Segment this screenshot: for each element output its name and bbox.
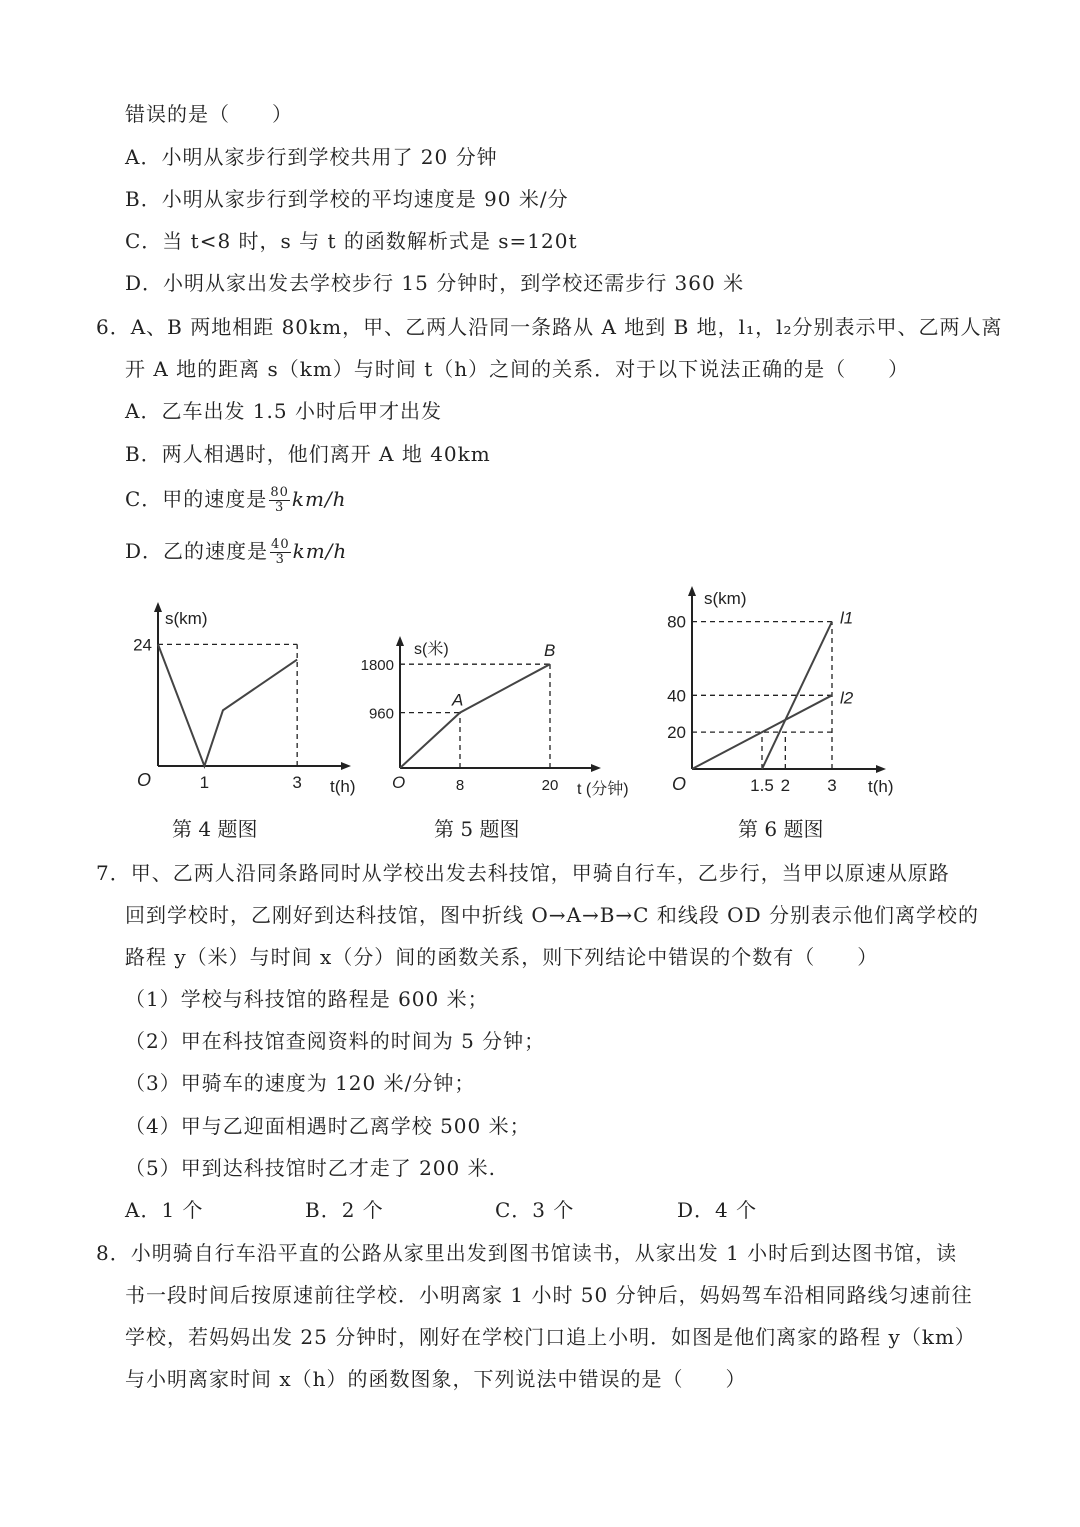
x-axis-arrow bbox=[341, 762, 351, 770]
q6-option-d-fraction bbox=[270, 538, 291, 567]
origin-label: O bbox=[392, 773, 406, 792]
figure-4-caption: 第 4 题图 bbox=[172, 817, 258, 841]
y-tick-label: 960 bbox=[368, 705, 394, 723]
origin-label: O bbox=[137, 770, 152, 790]
y-axis-label: s(km) bbox=[704, 589, 747, 608]
q8-stem-line4: 与小明离家时间 x（h）的函数图象，下列说法中错误的是（ ） bbox=[125, 1367, 747, 1391]
figure-5-caption: 第 5 题图 bbox=[434, 817, 520, 841]
q6-option-c bbox=[125, 485, 347, 515]
q5-stem-end: 错误的是（ ） bbox=[125, 102, 293, 126]
q7-choice-b: B．2 个 bbox=[305, 1198, 384, 1222]
figure-6-chart bbox=[660, 580, 910, 810]
y-tick-label: 1800 bbox=[360, 657, 394, 675]
q7-item-3: （3）甲骑车的速度为 120 米/分钟； bbox=[125, 1071, 476, 1095]
x-tick-label: 3 bbox=[827, 776, 837, 795]
q5-option-c: C．当 t<8 时，s 与 t 的函数解析式是 s=120t bbox=[125, 229, 578, 253]
q5-option-b: B．小明从家步行到学校的平均速度是 90 米/分 bbox=[125, 187, 569, 211]
figure-6-caption: 第 6 题图 bbox=[738, 817, 824, 841]
q7-item-2: （2）甲在科技馆查阅资料的时间为 5 分钟； bbox=[125, 1029, 546, 1053]
series-label-l1: l1 bbox=[840, 608, 854, 628]
q7-choice-d: D．4 个 bbox=[677, 1198, 758, 1222]
fraction-denominator: 3 bbox=[275, 552, 285, 567]
figure-4-chart bbox=[125, 600, 365, 810]
x-tick-label: 1 bbox=[199, 773, 210, 792]
q7-choice-a: A．1 个 bbox=[125, 1198, 204, 1222]
q6-option-d-unit: km/h bbox=[292, 539, 348, 563]
figure-5-chart bbox=[360, 630, 655, 810]
fraction-numerator: 40 bbox=[271, 537, 290, 552]
series-label-l2: l2 bbox=[840, 688, 854, 708]
x-axis-label: t (分钟) bbox=[577, 781, 629, 798]
fraction-numerator: 80 bbox=[270, 485, 289, 500]
figure-6 bbox=[660, 580, 910, 810]
origin-label: O bbox=[672, 774, 687, 794]
point-label-a: A bbox=[452, 690, 464, 710]
y-axis-arrow bbox=[396, 636, 404, 646]
q6-option-a: A．乙车出发 1.5 小时后甲才出发 bbox=[125, 399, 442, 423]
point-label-b: B bbox=[544, 641, 556, 661]
q5-option-d: D．小明从家出发去学校步行 15 分钟时，到学校还需步行 360 米 bbox=[125, 271, 745, 295]
y-tick-label: 20 bbox=[667, 723, 686, 743]
y-axis-label: s(米) bbox=[414, 641, 449, 658]
q6-option-c-fraction bbox=[269, 486, 290, 515]
series-line-s bbox=[158, 644, 297, 766]
q8-stem-line2: 书一段时间后按原速前往学校．小明离家 1 小时 50 分钟后，妈妈驾车沿相同路线匀速前往 bbox=[125, 1283, 973, 1307]
figure-4 bbox=[125, 600, 365, 810]
series-line-s bbox=[400, 664, 550, 768]
y-tick-label: 40 bbox=[667, 686, 686, 706]
q5-option-a: A．小明从家步行到学校共用了 20 分钟 bbox=[125, 145, 498, 169]
x-tick-label: 2 bbox=[780, 776, 791, 795]
q6-stem-line1: 6．A、B 两地相距 80km，甲、乙两人沿同一条路从 A 地到 B 地，l₁，l₂分别表示甲、乙两人离 bbox=[96, 315, 1003, 339]
x-axis-arrow bbox=[876, 765, 886, 773]
y-tick-label: 24 bbox=[133, 635, 152, 655]
q7-item-1: （1）学校与科技馆的路程是 600 米； bbox=[125, 987, 489, 1011]
x-tick-label: 1.5 bbox=[750, 776, 774, 795]
q7-item-4: （4）甲与乙迎面相遇时乙离学校 500 米； bbox=[125, 1114, 531, 1138]
x-tick-label: 3 bbox=[292, 773, 302, 792]
x-tick-label: 20 bbox=[541, 777, 559, 794]
figure-5 bbox=[360, 630, 655, 810]
x-axis-label: t(h) bbox=[330, 777, 356, 796]
q6-option-d bbox=[125, 537, 347, 567]
x-tick-label: 8 bbox=[455, 777, 465, 794]
q6-option-c-unit: km/h bbox=[291, 487, 347, 511]
q8-stem-line1: 8．小明骑自行车沿平直的公路从家里出发到图书馆读书，从家出发 1 小时后到达图书馆，读 bbox=[96, 1241, 958, 1265]
y-axis-arrow bbox=[154, 602, 162, 612]
q7-item-5: （5）甲到达科技馆时乙才走了 200 米. bbox=[125, 1156, 496, 1180]
q6-option-b: B．两人相遇时，他们离开 A 地 40km bbox=[125, 442, 491, 466]
q7-stem-line2: 回到学校时，乙刚好到达科技馆，图中折线 O→A→B→C 和线段 OD 分别表示他们离学校的 bbox=[125, 903, 979, 927]
y-axis-label: s(km) bbox=[165, 609, 208, 628]
fraction-denominator: 3 bbox=[274, 500, 285, 515]
x-axis-label: t(h) bbox=[868, 777, 894, 796]
q8-stem-line3: 学校，若妈妈出发 25 分钟时，刚好在学校门口追上小明．如图是他们离家的路程 y（km） bbox=[125, 1325, 976, 1349]
y-tick-label: 80 bbox=[667, 612, 686, 632]
q6-option-d-prefix: D．乙的速度是 bbox=[125, 539, 269, 563]
q6-stem-line2: 开 A 地的距离 s（km）与时间 t（h）之间的关系．对于以下说法正确的是（ ） bbox=[125, 357, 910, 381]
q7-stem-line1: 7．甲、乙两人沿同条路同时从学校出发去科技馆，甲骑自行车，乙步行，当甲以原速从原路 bbox=[96, 861, 950, 885]
q7-choice-c: C．3 个 bbox=[495, 1198, 575, 1222]
q7-stem-line3: 路程 y（米）与时间 x（分）间的函数关系，则下列结论中错误的个数有（ ） bbox=[125, 945, 879, 969]
y-axis-arrow bbox=[688, 586, 696, 596]
x-axis-arrow bbox=[591, 764, 601, 772]
q6-option-c-prefix: C．甲的速度是 bbox=[125, 487, 268, 511]
